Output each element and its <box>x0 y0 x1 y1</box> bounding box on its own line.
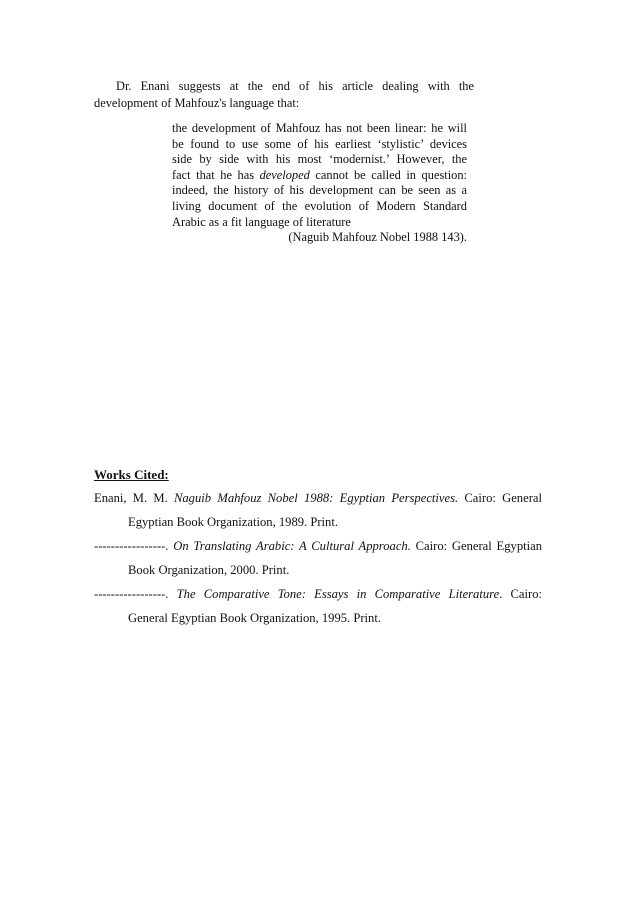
works-cited-entry <box>94 582 542 630</box>
entry-title: The Comparative Tone: Essays in Comparative Literature <box>176 587 500 601</box>
entry-publisher: . Cairo: <box>499 587 542 601</box>
quote-line: Arabic as a fit language of literature <box>172 214 351 229</box>
entry-title: Naguib Mahfouz Nobel 1988: Egyptian Perspectives. <box>173 491 459 505</box>
intro-paragraph: Dr. Enani suggests at the end of his article dealing with the development of Mahfouz's language that: <box>94 79 474 110</box>
quote-text: cannot be called in question: <box>309 167 467 182</box>
entry-first-line <box>94 582 542 606</box>
entry-author: -----------------. <box>94 587 177 601</box>
works-cited-entry <box>94 534 542 582</box>
quote-line: living document of the evolution of Modern Standard <box>172 198 467 213</box>
entry-publisher: Cairo: General Egyptian <box>410 539 542 553</box>
quote-line: side by side with his most ‘modernist.’ However, the <box>172 152 467 167</box>
quote-line: indeed, the history of his development can be seen as a <box>172 183 467 198</box>
entry-author: Enani, M. M. <box>94 491 174 505</box>
quote-emphasis: developed <box>259 167 310 182</box>
entry-first-line <box>94 486 542 510</box>
entry-continuation: Egyptian Book Organization, 1989. Print. <box>128 515 338 529</box>
works-cited-entry <box>94 486 542 534</box>
entry-author: -----------------. <box>94 539 174 553</box>
entry-first-line <box>94 534 542 558</box>
quote-line <box>172 168 467 184</box>
entry-publisher: Cairo: General <box>458 491 542 505</box>
works-cited-heading: Works Cited: <box>94 467 169 482</box>
works-cited-list <box>94 486 542 630</box>
quote-citation: (Naguib Mahfouz Nobel 1988 143). <box>288 230 467 245</box>
entry-title: On Translating Arabic: A Cultural Approach. <box>173 539 411 553</box>
block-quote <box>172 121 467 246</box>
entry-continuation: Book Organization, 2000. Print. <box>128 563 290 577</box>
quote-line: be found to use some of his earliest ‘stylistic’ devices <box>172 136 467 151</box>
quote-text: fact that he has <box>172 167 260 182</box>
quote-line: the development of Mahfouz has not been linear: he will <box>172 121 467 135</box>
entry-continuation: General Egyptian Book Organization, 1995. Print. <box>128 611 381 625</box>
